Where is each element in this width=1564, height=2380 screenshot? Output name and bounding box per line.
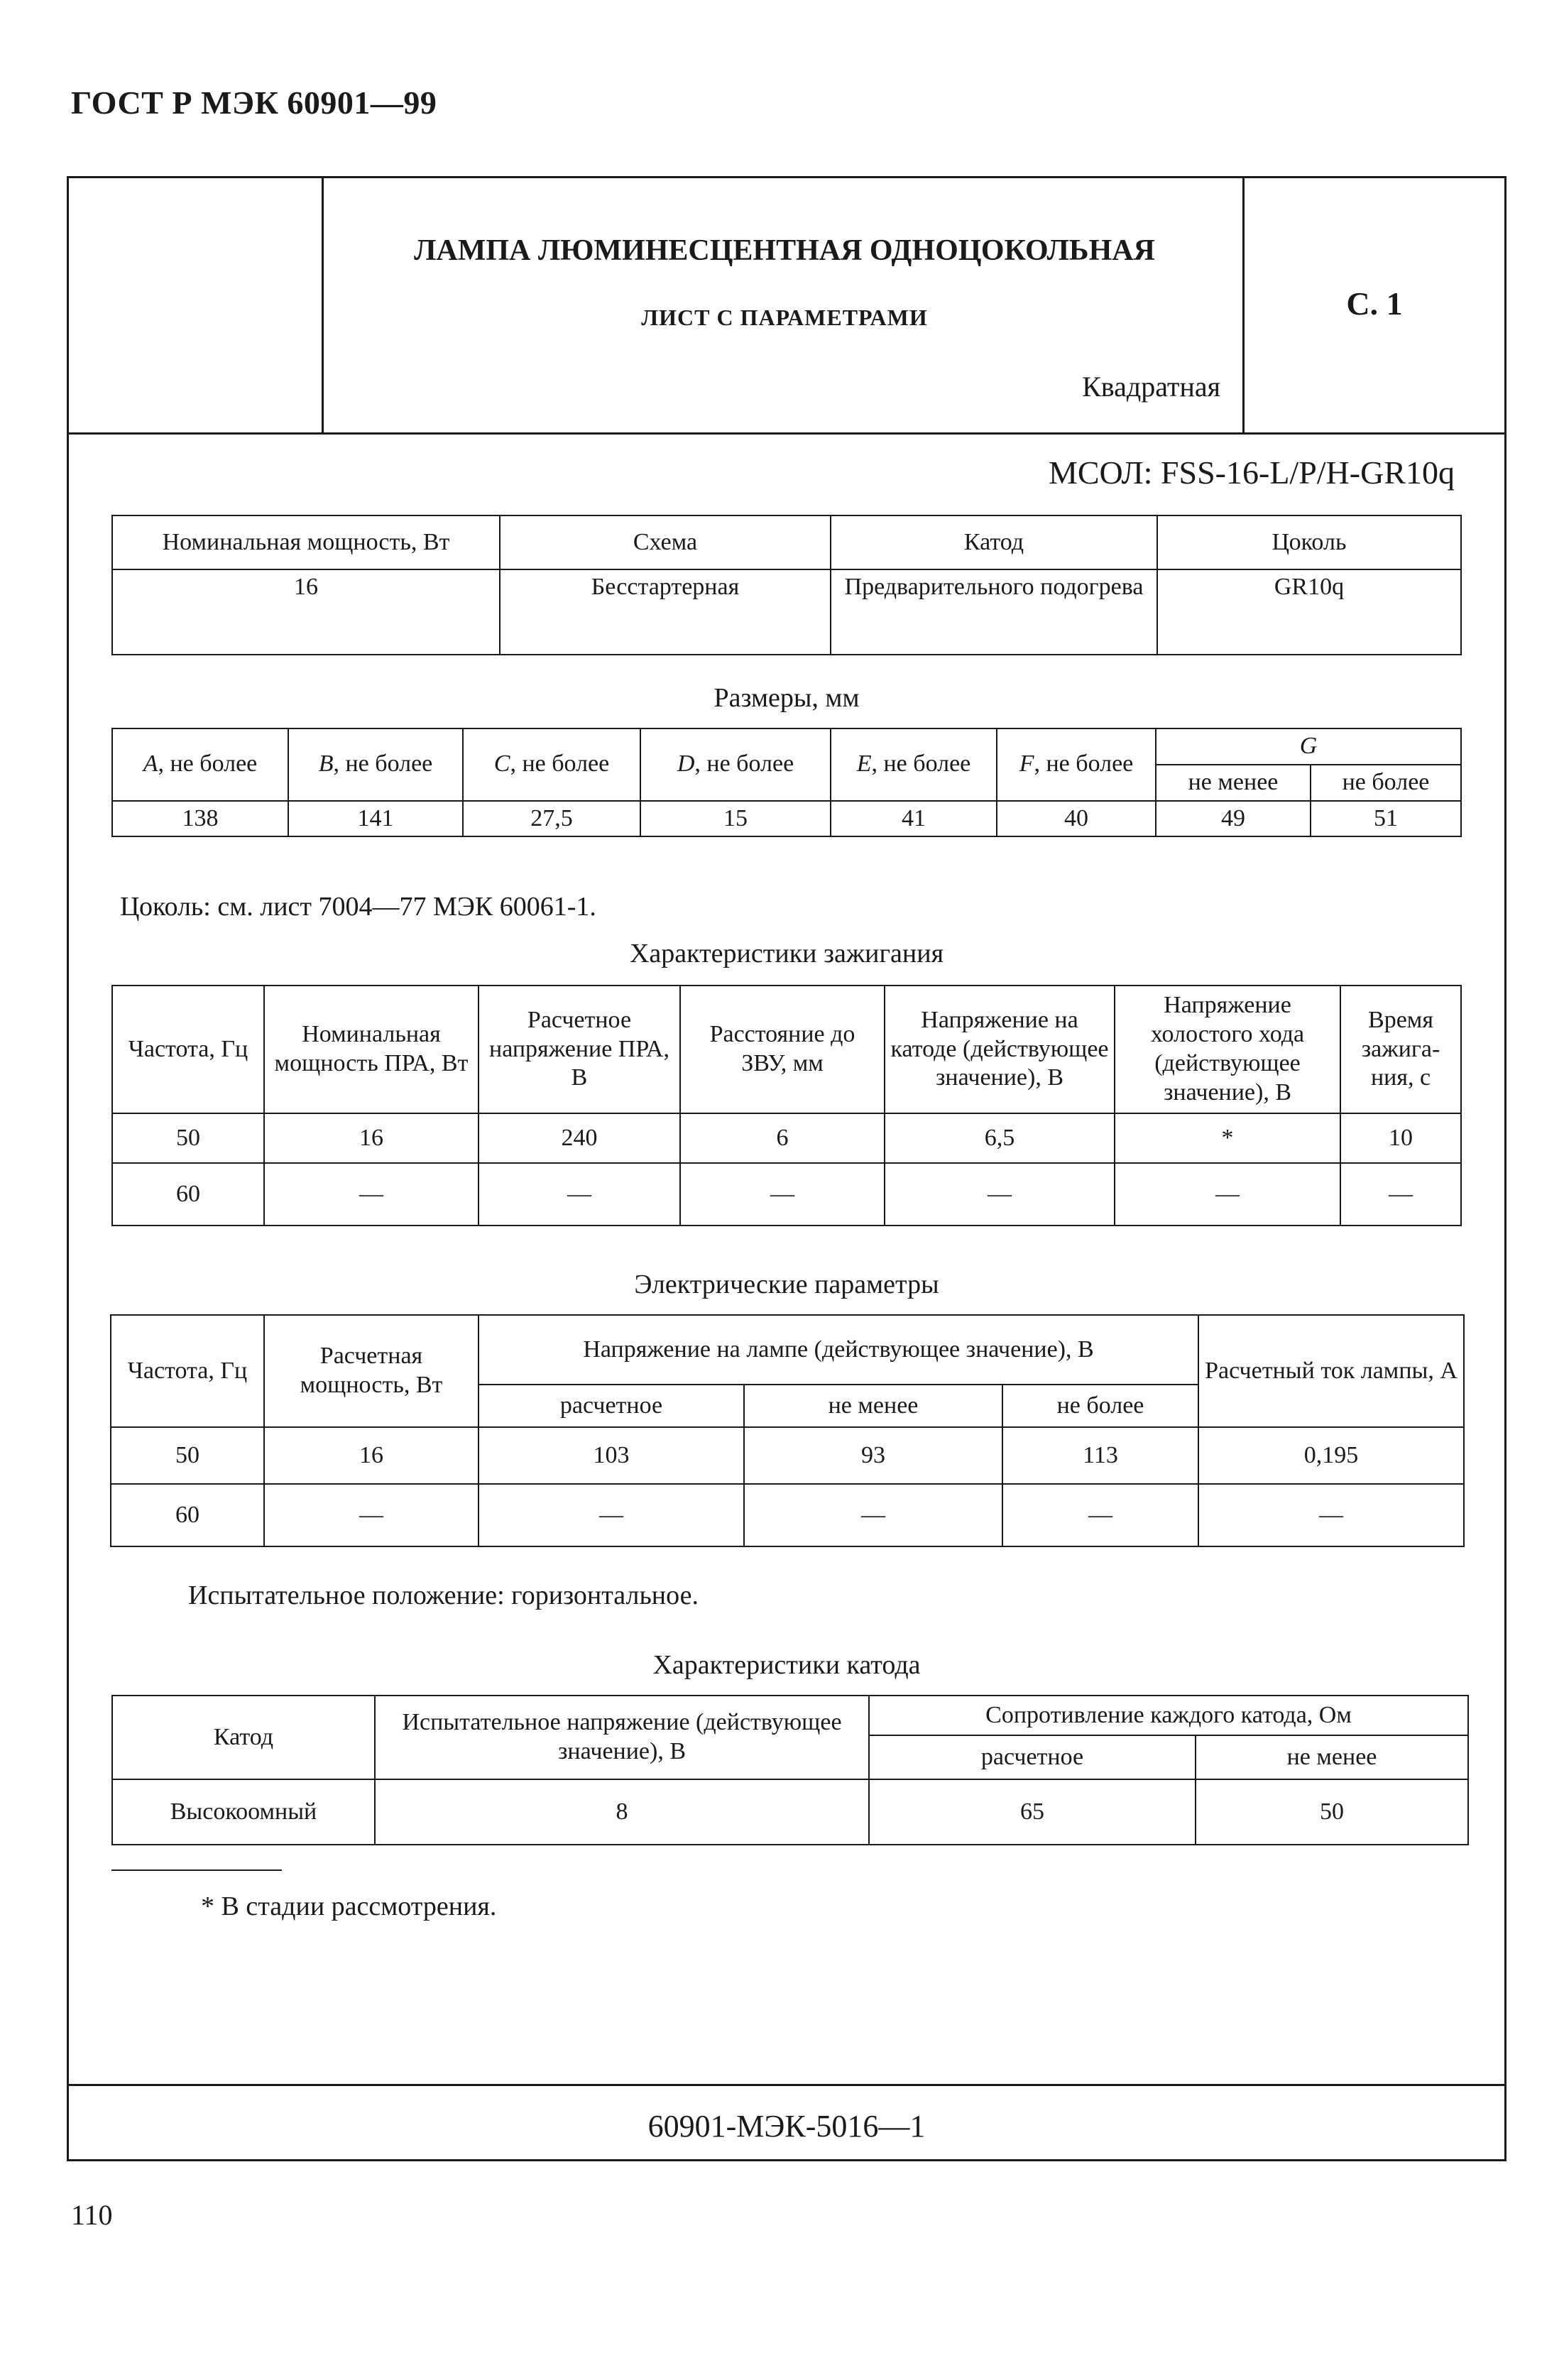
mcol-designation: МСОЛ: FSS-16-L/P/H-GR10q	[1048, 454, 1455, 491]
dim-value-g-max: 51	[1311, 801, 1461, 837]
el-cell: 103	[479, 1427, 744, 1484]
table-row	[111, 1484, 1464, 1546]
dim-value-a: 138	[112, 801, 288, 837]
sheet-page-label: С. 1	[1346, 285, 1403, 322]
table-row	[111, 1427, 1464, 1484]
cath-cell: 65	[869, 1779, 1196, 1845]
sheet-header	[69, 178, 1504, 435]
header-left-cell	[69, 178, 324, 432]
value-cathode: Предварительного подогрева	[831, 569, 1157, 655]
ign-header-ballast-power: Номинальная мощность ПРА, Вт	[264, 986, 479, 1113]
table-row	[112, 1163, 1461, 1226]
el-header-v-min: не менее	[744, 1385, 1002, 1427]
el-cell: 16	[264, 1427, 479, 1484]
ign-cell: 10	[1340, 1113, 1461, 1163]
value-base: GR10q	[1157, 569, 1461, 655]
el-header-voltage: Напряжение на лампе (действующее значение), В	[479, 1315, 1198, 1385]
el-cell: 60	[111, 1484, 264, 1546]
ign-header-open-circuit-voltage: Напряжение холостого хода (действующее значение), В	[1115, 986, 1340, 1113]
cath-cell: 50	[1196, 1779, 1468, 1845]
header-base: Цоколь	[1157, 515, 1461, 569]
ign-cell: —	[1340, 1163, 1461, 1226]
table-row	[112, 1113, 1461, 1163]
cath-header-cathode: Катод	[112, 1696, 375, 1779]
footer-divider	[69, 2084, 1504, 2086]
el-cell: 113	[1002, 1427, 1198, 1484]
el-cell: —	[1198, 1484, 1464, 1546]
el-header-v-max: не более	[1002, 1385, 1198, 1427]
ign-cell: —	[1115, 1163, 1340, 1226]
el-header-power: Расчетная мощность, Вт	[264, 1315, 479, 1427]
header-scheme: Схема	[500, 515, 831, 569]
el-header-current: Расчетный ток лампы, А	[1198, 1315, 1464, 1427]
ign-cell: —	[264, 1163, 479, 1226]
ign-header-distance: Расстояние до ЗВУ, мм	[680, 986, 885, 1113]
dimensions-title: Размеры, мм	[713, 683, 860, 713]
electrical-table	[110, 1314, 1465, 1547]
cathode-table	[111, 1695, 1469, 1845]
lamp-shape: Квадратная	[1082, 371, 1220, 403]
ign-cell: 240	[479, 1113, 680, 1163]
ign-cell: *	[1115, 1113, 1340, 1163]
ign-header-cathode-voltage: Напряжение на катоде (действующее значение), В	[885, 986, 1115, 1113]
dim-g-max: не более	[1311, 765, 1461, 801]
sheet-title: ЛАМПА ЛЮМИНЕСЦЕНТНАЯ ОДНОЦОКОЛЬНАЯ	[414, 234, 1155, 267]
ign-cell: 50	[112, 1113, 264, 1163]
main-parameters-table	[111, 515, 1462, 655]
footnote-rule	[111, 1869, 282, 1871]
dim-header-g: G	[1156, 728, 1461, 765]
dim-header-b: B, не более	[288, 728, 463, 801]
cath-header-test-voltage: Испытательное напряжение (действующее значение), В	[375, 1696, 869, 1779]
el-cell: —	[744, 1484, 1002, 1546]
sheet-subtitle: ЛИСТ С ПАРАМЕТРАМИ	[641, 305, 928, 330]
dim-value-b: 141	[288, 801, 463, 837]
footer-sheet-code: 60901-МЭК-5016—1	[647, 2109, 926, 2144]
dim-value-c: 27,5	[463, 801, 640, 837]
base-note: Цоколь: см. лист 7004—77 МЭК 60061-1.	[120, 892, 596, 922]
ign-cell: 60	[112, 1163, 264, 1226]
header-cathode: Катод	[831, 515, 1157, 569]
ign-cell: —	[479, 1163, 680, 1226]
el-cell: —	[479, 1484, 744, 1546]
el-header-v-rated: расчетное	[479, 1385, 744, 1427]
cath-header-r-min: не менее	[1196, 1735, 1468, 1779]
dim-header-f: F, не более	[997, 728, 1156, 801]
dim-header-e: E, не более	[831, 728, 997, 801]
cath-header-r-rated: расчетное	[869, 1735, 1196, 1779]
sheet-frame	[67, 176, 1506, 2161]
value-nominal-power: 16	[112, 569, 500, 655]
dim-g-min: не менее	[1156, 765, 1311, 801]
table-row	[112, 1779, 1468, 1845]
dim-header-c: C, не более	[463, 728, 640, 801]
ign-cell: —	[680, 1163, 885, 1226]
dimensions-table	[111, 728, 1462, 837]
cath-cell: 8	[375, 1779, 869, 1845]
ign-header-frequency: Частота, Гц	[112, 986, 264, 1113]
ign-cell: 6	[680, 1113, 885, 1163]
dim-value-e: 41	[831, 801, 997, 837]
el-cell: 93	[744, 1427, 1002, 1484]
el-cell: —	[1002, 1484, 1198, 1546]
dim-value-d: 15	[640, 801, 831, 837]
el-cell: 50	[111, 1427, 264, 1484]
document-code: ГОСТ Р МЭК 60901—99	[71, 84, 437, 121]
ign-header-ballast-voltage: Расчетное напряжение ПРА, В	[479, 986, 680, 1113]
page-number: 110	[71, 2199, 113, 2231]
dim-value-g-min: 49	[1156, 801, 1311, 837]
el-cell: 0,195	[1198, 1427, 1464, 1484]
el-header-frequency: Частота, Гц	[111, 1315, 264, 1427]
value-scheme: Бесстартерная	[500, 569, 831, 655]
dim-header-d: D, не более	[640, 728, 831, 801]
ignition-table	[111, 985, 1462, 1226]
ign-cell: 16	[264, 1113, 479, 1163]
ign-cell: —	[885, 1163, 1115, 1226]
cath-header-resistance: Сопротивление каждого катода, Ом	[869, 1696, 1468, 1735]
dim-value-f: 40	[997, 801, 1156, 837]
header-nominal-power: Номинальная мощность, Вт	[112, 515, 500, 569]
ign-cell: 6,5	[885, 1113, 1115, 1163]
cath-cell: Высокоомный	[112, 1779, 375, 1845]
electrical-title: Электрические параметры	[634, 1270, 939, 1299]
ignition-title: Характеристики зажигания	[629, 939, 944, 968]
el-cell: —	[264, 1484, 479, 1546]
cathode-title: Характеристики катода	[652, 1650, 921, 1680]
ign-header-ignition-time: Время зажига-ния, с	[1340, 986, 1461, 1113]
footnote: * В стадии рассмотрения.	[201, 1892, 497, 1921]
dim-header-a: A, не более	[112, 728, 288, 801]
test-position: Испытательное положение: горизонтальное.	[188, 1581, 699, 1610]
